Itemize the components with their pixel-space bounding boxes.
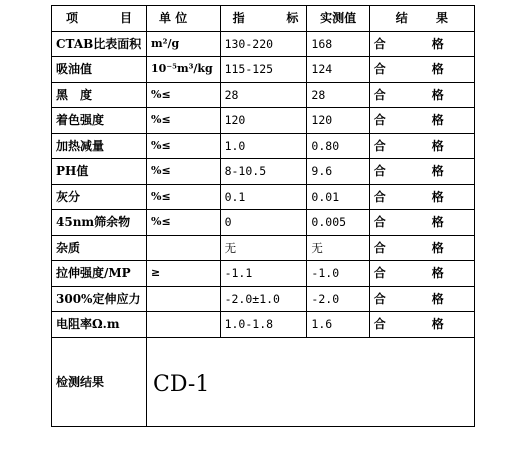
item-index: 28 <box>220 82 307 108</box>
item-index: 130-220 <box>220 31 307 57</box>
item-index: 1.0-1.8 <box>220 312 307 338</box>
item-name: 着色强度 <box>52 108 147 134</box>
item-name: 电阻率Ω.m <box>52 312 147 338</box>
item-result <box>369 210 474 236</box>
item-result-b: 格 <box>431 317 444 332</box>
item-index: 115-125 <box>220 57 307 83</box>
item-name: 拉伸强度/MP <box>52 261 147 287</box>
item-name: 加热减量 <box>52 133 147 159</box>
item-measured: 0.005 <box>307 210 369 236</box>
item-result-a: 合 <box>373 87 386 102</box>
item-name: 黑 度 <box>52 82 147 108</box>
table-row <box>52 312 475 338</box>
conclusion-value-text: CD-1 <box>153 371 210 397</box>
item-index: 0.1 <box>220 184 307 210</box>
table-row <box>52 261 475 287</box>
table-row <box>52 184 475 210</box>
item-unit: m²/g <box>147 31 221 57</box>
item-name: 300%定伸应力 <box>52 286 147 312</box>
item-index: -2.0±1.0 <box>220 286 307 312</box>
item-unit: %≤ <box>147 133 221 159</box>
item-result-a: 合 <box>373 138 386 153</box>
item-measured: 9.6 <box>307 159 369 185</box>
item-result-a: 合 <box>373 240 386 255</box>
item-result <box>369 82 474 108</box>
item-result-b: 格 <box>431 36 444 51</box>
header-result-left: 结 <box>395 11 408 26</box>
conclusion-value <box>147 337 475 426</box>
item-unit: %≤ <box>147 108 221 134</box>
item-result-a: 合 <box>373 113 386 128</box>
item-unit: %≤ <box>147 82 221 108</box>
item-result-a: 合 <box>373 215 386 230</box>
item-result <box>369 57 474 83</box>
header-item <box>52 6 147 32</box>
item-result <box>369 108 474 134</box>
header-unit-left: 单 <box>159 11 172 26</box>
table-row <box>52 210 475 236</box>
item-name: 杂质 <box>52 235 147 261</box>
item-result-b: 格 <box>431 113 444 128</box>
item-unit: %≤ <box>147 159 221 185</box>
item-result-b: 格 <box>431 266 444 281</box>
item-result-a: 合 <box>373 189 386 204</box>
item-unit <box>147 235 221 261</box>
header-index-right: 标 <box>286 11 299 26</box>
item-result <box>369 159 474 185</box>
conclusion-row <box>52 337 475 426</box>
item-unit <box>147 286 221 312</box>
table-row <box>52 286 475 312</box>
item-index: -1.1 <box>220 261 307 287</box>
item-result <box>369 184 474 210</box>
table-row <box>52 82 475 108</box>
item-result-b: 格 <box>431 240 444 255</box>
header-index-left: 指 <box>232 11 245 26</box>
item-measured: 120 <box>307 108 369 134</box>
header-item-right: 目 <box>120 11 133 26</box>
item-measured: 无 <box>307 235 369 261</box>
header-result-right: 果 <box>435 11 448 26</box>
item-result-a: 合 <box>373 164 386 179</box>
header-item-left: 项 <box>66 11 79 26</box>
item-result-b: 格 <box>431 215 444 230</box>
item-unit: %≤ <box>147 210 221 236</box>
header-result <box>369 6 474 32</box>
item-result-a: 合 <box>373 317 386 332</box>
item-measured: -2.0 <box>307 286 369 312</box>
item-result <box>369 312 474 338</box>
conclusion-label: 检测结果 <box>52 337 147 426</box>
item-result-b: 格 <box>431 189 444 204</box>
item-unit: 10⁻⁵m³/kg <box>147 57 221 83</box>
item-measured: -1.0 <box>307 261 369 287</box>
item-result-a: 合 <box>373 266 386 281</box>
item-unit: ≥ <box>147 261 221 287</box>
item-result-a: 合 <box>373 62 386 77</box>
header-index <box>220 6 307 32</box>
table-row <box>52 108 475 134</box>
item-result <box>369 261 474 287</box>
table-row <box>52 235 475 261</box>
item-result-b: 格 <box>431 87 444 102</box>
item-index: 120 <box>220 108 307 134</box>
item-measured: 1.6 <box>307 312 369 338</box>
item-measured: 0.80 <box>307 133 369 159</box>
item-index: 1.0 <box>220 133 307 159</box>
item-result <box>369 133 474 159</box>
item-name: 吸油值 <box>52 57 147 83</box>
table-row <box>52 133 475 159</box>
item-unit: %≤ <box>147 184 221 210</box>
item-result <box>369 31 474 57</box>
item-measured: 124 <box>307 57 369 83</box>
table-row <box>52 31 475 57</box>
header-unit-right: 位 <box>175 11 188 26</box>
item-name: CTAB比表面积 <box>52 31 147 57</box>
item-index: 无 <box>220 235 307 261</box>
item-index: 8-10.5 <box>220 159 307 185</box>
item-result-b: 格 <box>431 291 444 306</box>
item-result-a: 合 <box>373 36 386 51</box>
item-name: PH值 <box>52 159 147 185</box>
item-measured: 28 <box>307 82 369 108</box>
header-row <box>52 6 475 32</box>
item-result <box>369 286 474 312</box>
item-result <box>369 235 474 261</box>
item-name: 灰分 <box>52 184 147 210</box>
item-result-a: 合 <box>373 291 386 306</box>
item-measured: 0.01 <box>307 184 369 210</box>
item-name: 45nm筛余物 <box>52 210 147 236</box>
header-measured: 实测值 <box>307 6 369 32</box>
table-row <box>52 57 475 83</box>
item-result-b: 格 <box>431 138 444 153</box>
item-measured: 168 <box>307 31 369 57</box>
item-unit <box>147 312 221 338</box>
header-unit <box>147 6 221 32</box>
item-result-b: 格 <box>431 164 444 179</box>
inspection-table <box>51 5 475 427</box>
item-index: 0 <box>220 210 307 236</box>
table-row <box>52 159 475 185</box>
item-result-b: 格 <box>431 62 444 77</box>
